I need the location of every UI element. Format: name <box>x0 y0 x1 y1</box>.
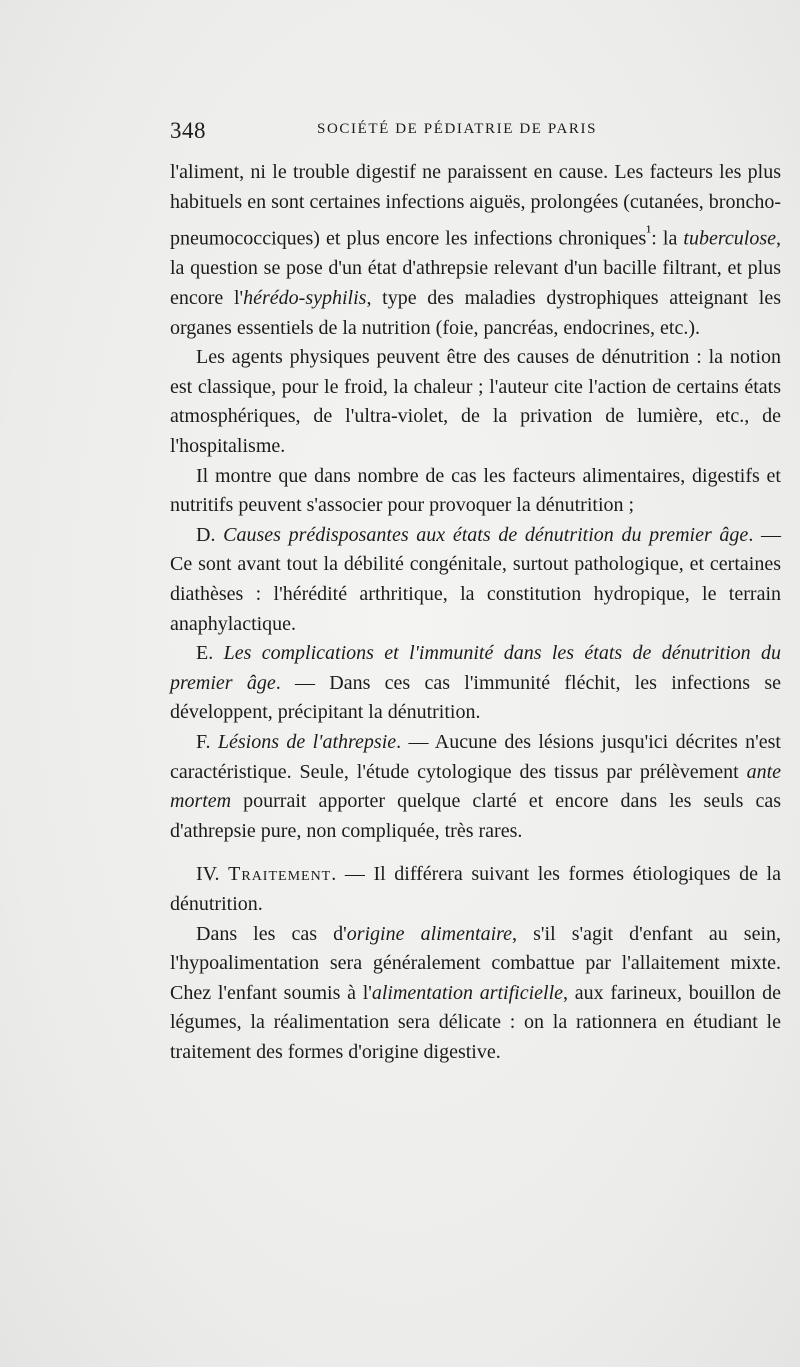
text-segment: , aux farineux, bouillon de légumes, la réalimentation sera délicate : on la rationnera en étudiant le traitement des formes d'origine digestive. <box>170 981 781 1063</box>
text-segment: . — Il différera suivant les formes étiologiques de la dénutrition. <box>170 863 781 915</box>
paragraph <box>170 462 781 521</box>
text-segment: l'aliment, ni le trouble digestif ne paraissent en cause. Les facteurs les plus habituels en sont certaines infections aiguës, prolongées (cutanées, broncho-pneumococciques) et plus encore les infections chroniques <box>170 161 781 250</box>
text-segment: . — Aucune des lésions jusqu'ici décrites n'est caractéristique. Seule, l'étude cytologique des tissus par prélèvement <box>170 730 781 783</box>
paragraph <box>170 860 781 919</box>
paragraph <box>170 920 781 1068</box>
text-segment: : la <box>651 227 684 250</box>
text-segment: tuberculose <box>683 227 776 250</box>
text-segment: Traitement <box>228 863 332 886</box>
text-segment: hérédo-syphilis <box>243 287 367 310</box>
text-segment: Il montre que dans nombre de cas les facteurs alimentaires, digestifs et nutritifs peuvent s'associer pour provoquer la dénutrition ; <box>170 464 781 517</box>
text-segment: alimentation artificielle <box>371 981 564 1004</box>
text-segment: Lésions de l'athrepsie <box>217 730 397 753</box>
text-segment: Causes prédisposantes aux états de dénutrition du premier âge <box>223 523 749 546</box>
paragraph <box>170 158 781 343</box>
text-segment: Les complications et l'immunité dans les états de dénutrition du premier âge <box>170 642 781 694</box>
text-segment: . — Ce sont avant tout la débilité congénitale, surtout pathologique, et certaines diathèses : l'hérédité arthritique, la constitution hydropique, le terrain anaphylactique. <box>170 523 782 635</box>
paragraph <box>170 728 781 846</box>
page-number: 348 <box>170 118 206 143</box>
text-segment: F. <box>196 730 218 753</box>
footnote-marker: ¹ <box>646 222 652 242</box>
text-segment: Dans les cas d' <box>196 922 347 945</box>
body-text <box>170 158 781 1067</box>
text-segment: D. <box>196 523 224 546</box>
text-segment: . — Dans ces cas l'immunité fléchit, les infections se développent, précipitant la dénutrition. <box>170 671 781 724</box>
text-segment: pourrait apporter quelque clarté et encore dans les seuls cas d'athrepsie pure, non compliquée, très rares. <box>170 790 781 842</box>
text-segment: E. <box>196 642 224 665</box>
paragraph <box>170 639 781 728</box>
text-segment: , s'il s'agit d'enfant au sein, l'hypoalimentation sera généralement combattue par l'allaitement mixte. Chez l'enfant soumis à l' <box>170 922 781 1004</box>
text-segment: origine alimentaire <box>346 922 513 945</box>
paragraph <box>170 521 781 639</box>
text-segment: ante mortem <box>170 760 781 813</box>
page-header <box>170 118 645 150</box>
paragraph <box>170 343 781 461</box>
text-segment: , type des maladies dystrophiques atteignant les organes essentiels de la nutrition (foie, pancréas, endocrines, etc.). <box>170 287 782 339</box>
text-segment: Les agents physiques peuvent être des causes de dénutrition : la notion est classique, pour le froid, la chaleur ; l'auteur cite l'action de certains états atmosphériques, de l'ultra-violet, de la privation de lumière, etc., de l'hospitalisme. <box>170 346 781 457</box>
text-segment: IV. <box>196 863 229 886</box>
running-head: SOCIÉTÉ DE PÉDIATRIE DE PARIS <box>317 121 598 137</box>
text-segment: , la question se pose d'un état d'athrepsie relevant d'un bacille filtrant, et plus encore l' <box>170 227 781 310</box>
